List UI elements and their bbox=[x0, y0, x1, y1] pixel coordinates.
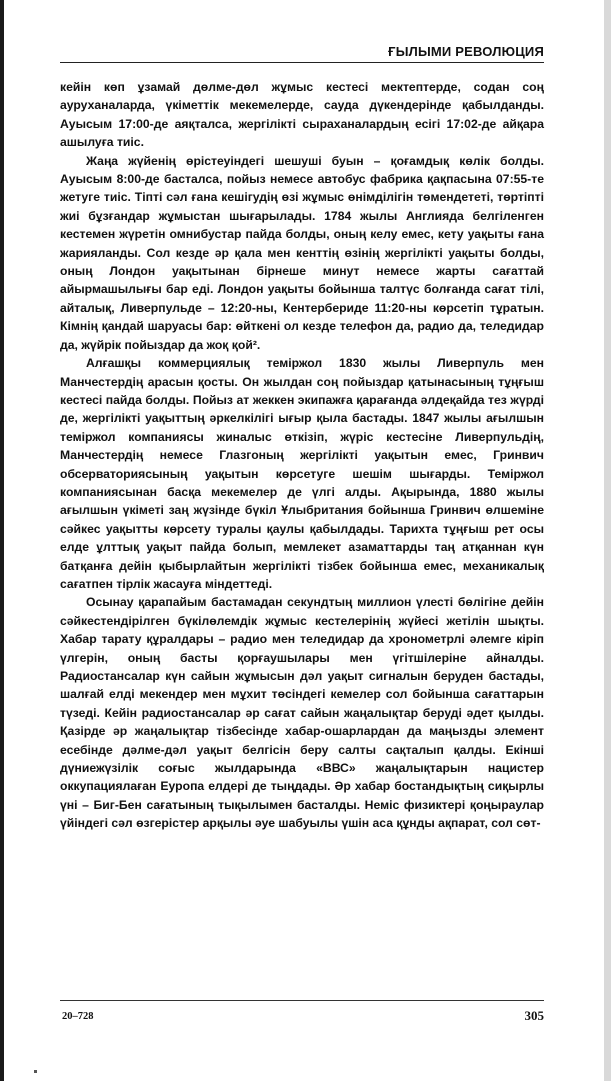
page-number: 305 bbox=[524, 1008, 544, 1023]
scan-speck bbox=[34, 1070, 37, 1073]
paragraph-1: кейін көп ұзамай дөлме-дөл жұмыс кестесі мектептерде, содан соң ауруханаларда, үкіметтік мекемелерде, сауда дүкендерінде қабылданды. Ауысым 17:00-де аяқталса, жергілікті сыраханалардың есігі 17:02-де айқара ашылуға тиіс. bbox=[60, 80, 544, 150]
footer-rule bbox=[60, 1000, 544, 1001]
paragraph-2-text: Жаңа жүйенің өрістеуіндегі шешуші буын – қоғамдық көлік болды. Ауысым 8:00-де басталса, пойыз немесе автобус фабрика қақпасына 07:55-те жетуге тиіс. Тіпті сәл ғана кешігудің өзі жұмыс өнімділігін төмендететі, төртіпті жиі бұзғандар жұмыстан шығарылады. 1784 жылы Англияда белгіленген кестемен жүретін омнибустар пайда болды, оның келу емес, кету уақыты ғана жарияланды. Сол кезде әр қала мен кенттің өзінің жергілікті уақыты болды, оның Лондон уақытынан бірнеше минут немесе жарты сағаттай айырмашылығы бар еді. Лондон уақыты бойынша талтүс болғанда сағат тілі, айталық, Ливерпульде – 12:20-ны, Кентербериде 11:20-ны көрсетіп тұратын. Кімнің қандай шаруасы бар: өйткені ол кезде телефон да, радио да, теледидар да, жүйрік пойыздар да жоқ қой². bbox=[60, 153, 544, 352]
running-header: ҒЫЛЫМИ РЕВОЛЮЦИЯ bbox=[388, 44, 544, 59]
header-rule bbox=[60, 62, 544, 63]
scan-edge-left bbox=[0, 0, 4, 1081]
paragraph-2 bbox=[60, 152, 544, 354]
paragraph-4: Осынау қарапайым бастамадан секундтың миллион үлесті бөлігіне дейін сәйкестендірілген бүкілөлемдік жұмыс кестелерінің жүйесі жетілін шықты. Хабар тарату құралдары – радио мен теледидар да хронометрлі әлемге кіріп үлгерін, оның басты қорғаушылары мен үгітшілеріне айналды. Радиостансалар күн сайын жұмысын дәл уақыт сигналын беруден бастады, шалғай елді мекендер мен мұхит төсіндегі кемелер сол бойынша сағаттарын түзеді. Кейін радиостансалар әр сағат сайын жаңалықтар беруді әдет қылды. Қазірде әр жаңалықтар тізбесінде хабар-ошарлардан да маңызды элемент есебінде дәлме-дәл уақыт белгісін беру салты сақталып қалды. Екінші дүниежүзілік соғыс жылдарында «ВВС» жаңалықтарын нацистер оккупациялаған Еуропа елдері де тыңдады. Әр хабар бостандықтың сиқырлы үні – Биг-Бен сағатының тықылымен басталды. Неміс физиктері қоңыраулар үйіндегі сәл өзгерістер арқылы әуе шабуылы үшін аса құнды ақпарат, сол сөт- bbox=[60, 595, 544, 831]
scan-edge-right bbox=[604, 0, 611, 1081]
printer-signature: 20–728 bbox=[62, 1011, 94, 1022]
paragraph-3: Алғашқы коммерциялық теміржол 1830 жылы Ливерпуль мен Манчестердің арасын қосты. Он жылдан соң пойыздар қатынасының тұңғыш кестесі пайда болды. Пойыз ат жеккен экипажға қарағанда әлдеқайда тез жүрді де, жергілікті уақыттың әркелкілігі ығыр қыла бастады. 1847 жылы ағылшын теміржол компаниясы жиналыс өткізіп, жүріс кестесіне Ливерпульдің, Манчестердің немесе Глазгоның жергілікті уақытын емес, Гринвич обсерваториясының уақытын көрсетуге шешім шығарды. Теміржол компаниясынан басқа мекемелер де үлгі алды. Ақырында, 1880 жылы ағылшын үкіметі заң жүзінде бүкіл Ұлыбритания бойынша Гринвич өлшеміне сәйкес уақытты көрсету туралы қаулы қабылдады. Тарихта тұңғыш рет осы елде ұлттық уақыт пайда болып, мемлекет азаматтарды таң атқаннан күн батқанға дейін қыбырлайтын жергілікті тізбек бойынша емес, механикалық сағатпен тірлік жасауға міндеттеді. bbox=[60, 356, 544, 591]
page-body bbox=[60, 78, 544, 833]
